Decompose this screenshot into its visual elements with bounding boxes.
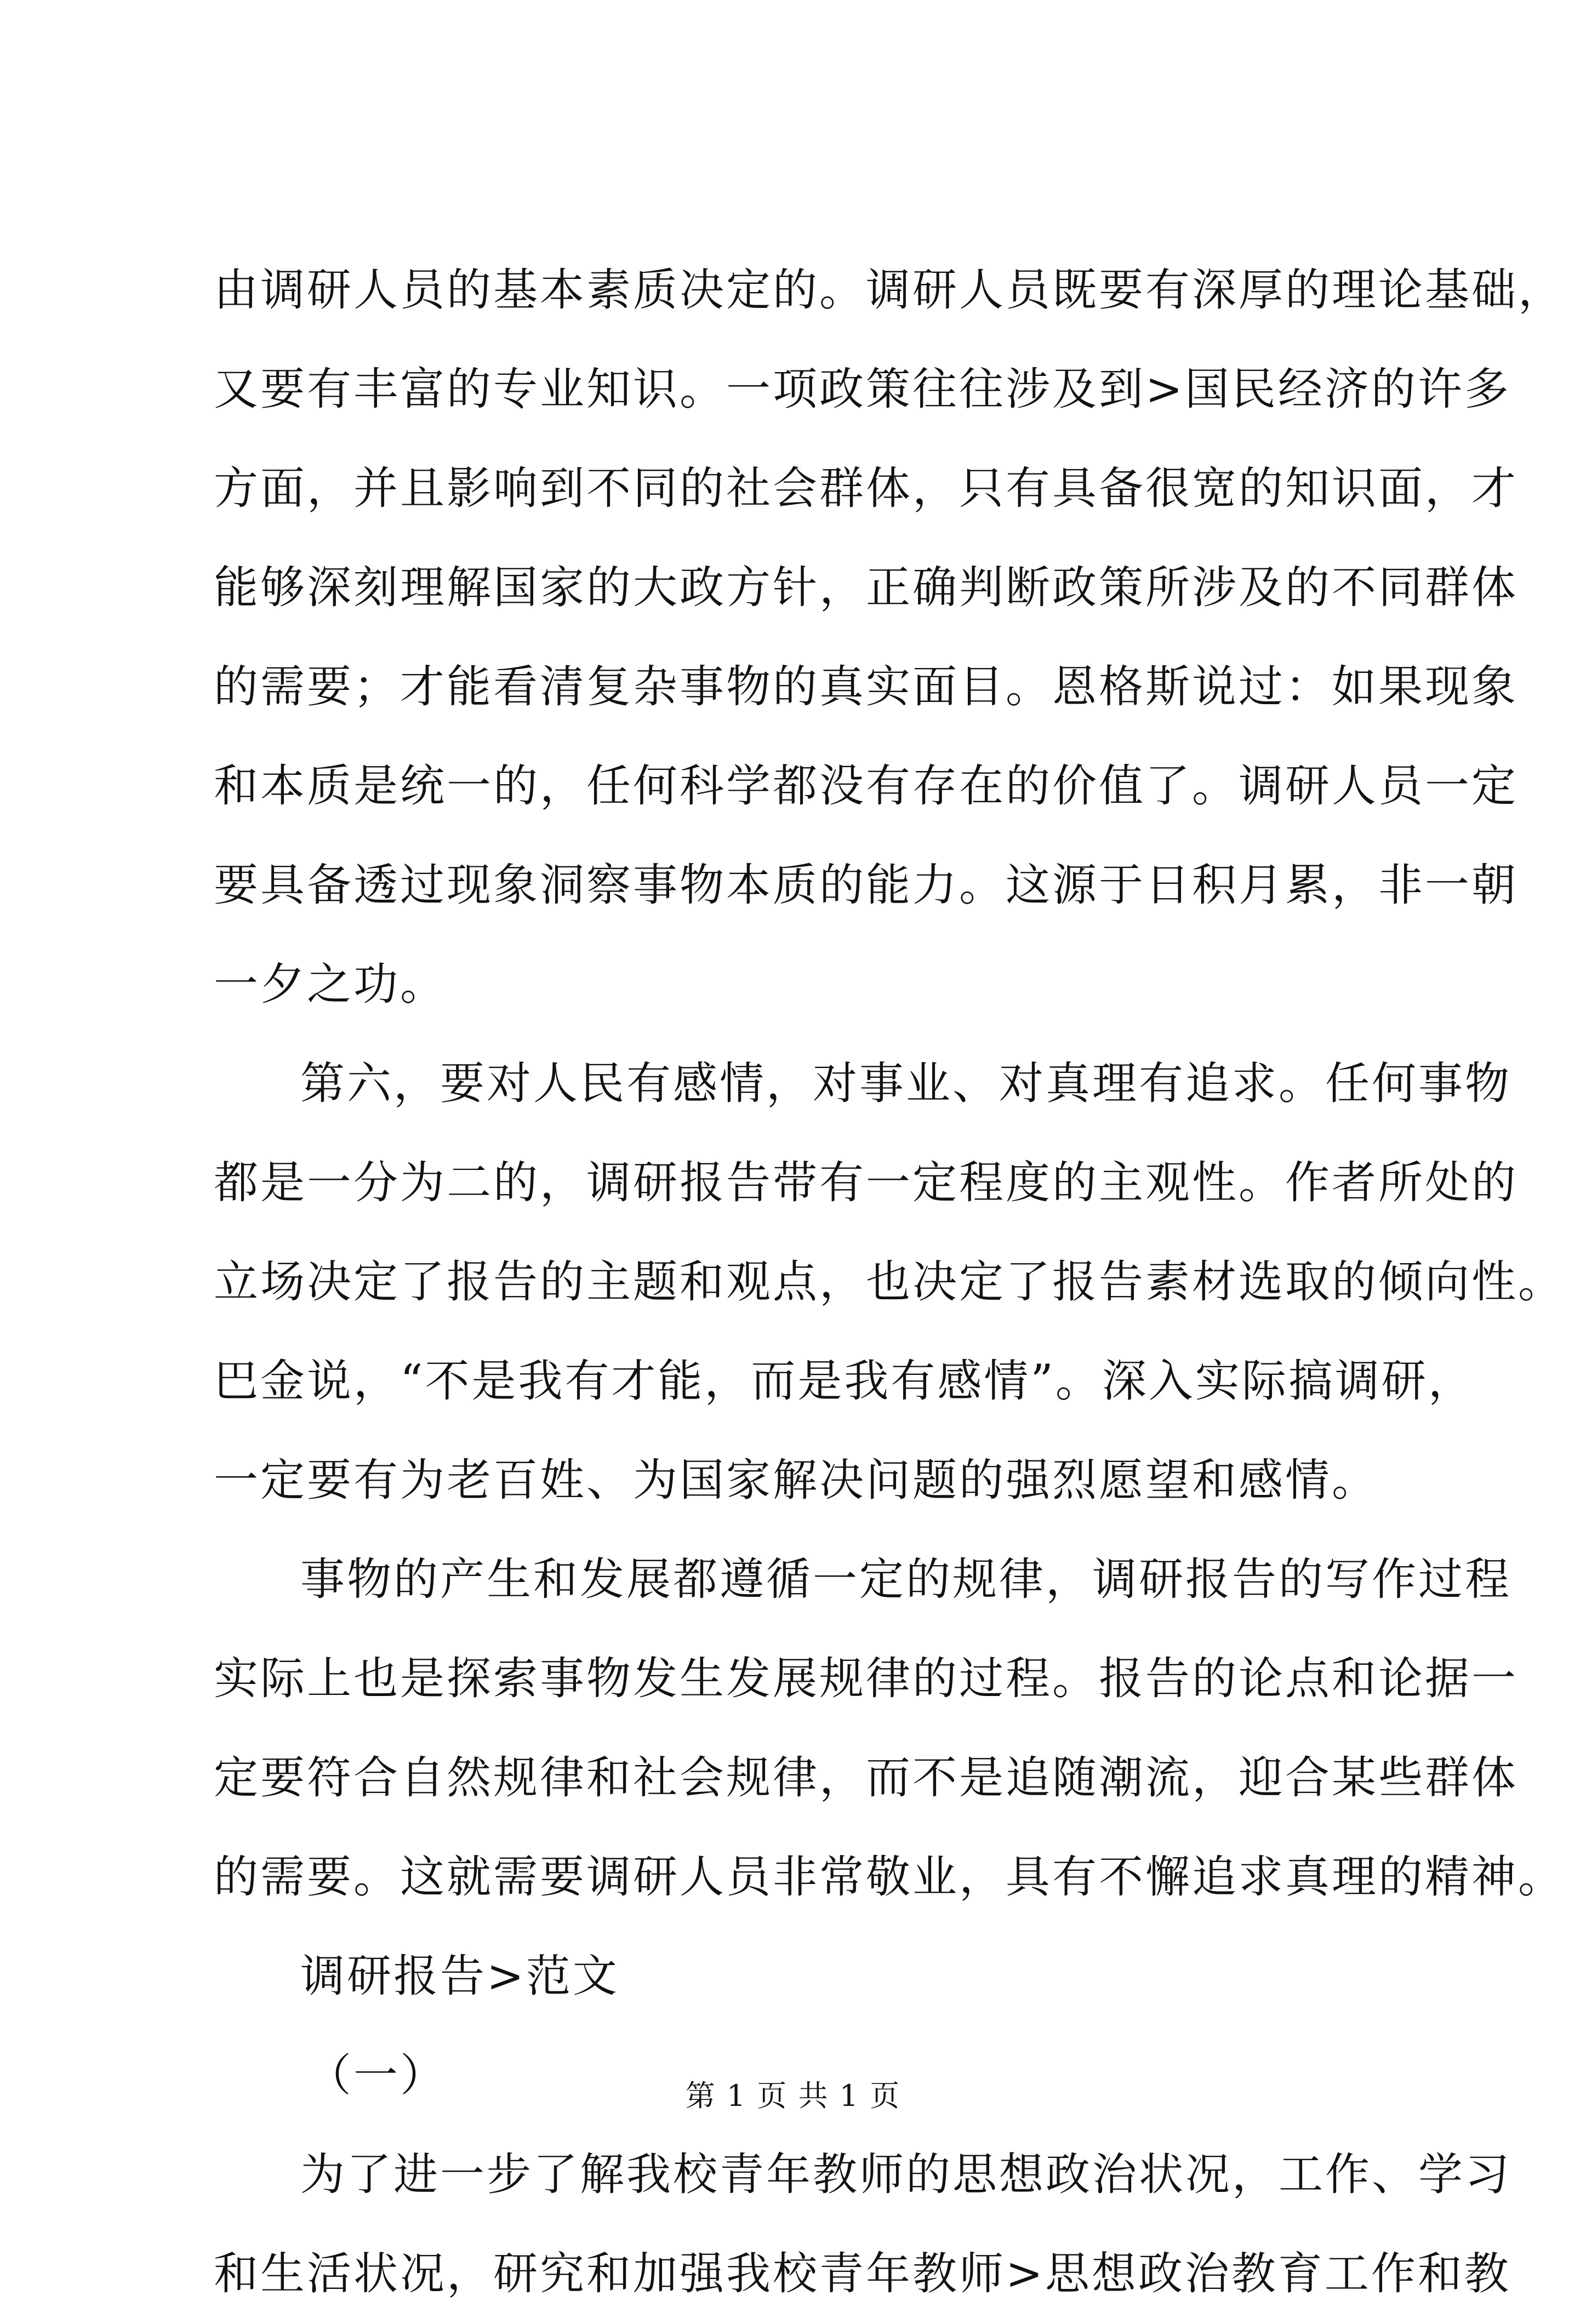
paragraph-start-line: 事物的产生和发展都遵循一定的规律，调研报告的写作过程	[300, 1554, 1512, 1606]
text-line: 实际上也是探索事物发生发展规律的过程。报告的论点和论据一	[214, 1653, 1519, 1705]
text-line: 立场决定了报告的主题和观点，也决定了报告素材选取的倾向性。	[214, 1257, 1565, 1308]
text-line: 和本质是统一的，任何科学都没有存在的价值了。调研人员一定	[214, 761, 1519, 812]
text-line: 由调研人员的基本素质决定的。调研人员既要有深厚的理论基础，	[214, 265, 1565, 316]
text-line: 巴金说，“不是我有才能，而是我有感情”。深入实际搞调研，	[214, 1356, 1475, 1407]
paragraph-start-line: 为了进一步了解我校青年教师的思想政治状况，工作、学习	[300, 2149, 1512, 2201]
text-line: 要具备透过现象洞察事物本质的能力。这源于日积月累，非一朝	[214, 860, 1519, 911]
section-heading: 调研报告>范文	[300, 1951, 619, 2002]
text-line: 又要有丰富的专业知识。一项政策往往涉及到>国民经济的许多	[214, 364, 1511, 415]
page-footer	[0, 2077, 1586, 2115]
text-line: 的需要。这就需要调研人员非常敬业，具有不懈追求真理的精神。	[214, 1852, 1565, 1903]
document-body	[214, 241, 1565, 2324]
text-line: 定要符合自然规律和社会规律，而不是追随潮流，迎合某些群体	[214, 1752, 1519, 1804]
subsection-number: （一）	[307, 2050, 447, 2102]
text-line: 一夕之功。	[214, 959, 447, 1010]
text-line: 一定要有为老百姓、为国家解决问题的强烈愿望和感情。	[214, 1455, 1379, 1506]
paragraph-start-line: 第六，要对人民有感情，对事业、对真理有追求。任何事物	[300, 1058, 1512, 1110]
text-line: 的需要；才能看清复杂事物的真实面目。恩格斯说过：如果现象	[214, 661, 1519, 713]
text-line: 方面，并且影响到不同的社会群体，只有具备很宽的知识面，才	[214, 463, 1519, 515]
text-line: 和生活状况，研究和加强我校青年教师>思想政治教育工作和教	[214, 2248, 1511, 2300]
page-number-label: 第 1 页 共 1 页	[685, 2079, 901, 2113]
text-line: 能够深刻理解国家的大政方针，正确判断政策所涉及的不同群体	[214, 562, 1519, 614]
text-line: 都是一分为二的，调研报告带有一定程度的主观性。作者所处的	[214, 1157, 1519, 1209]
